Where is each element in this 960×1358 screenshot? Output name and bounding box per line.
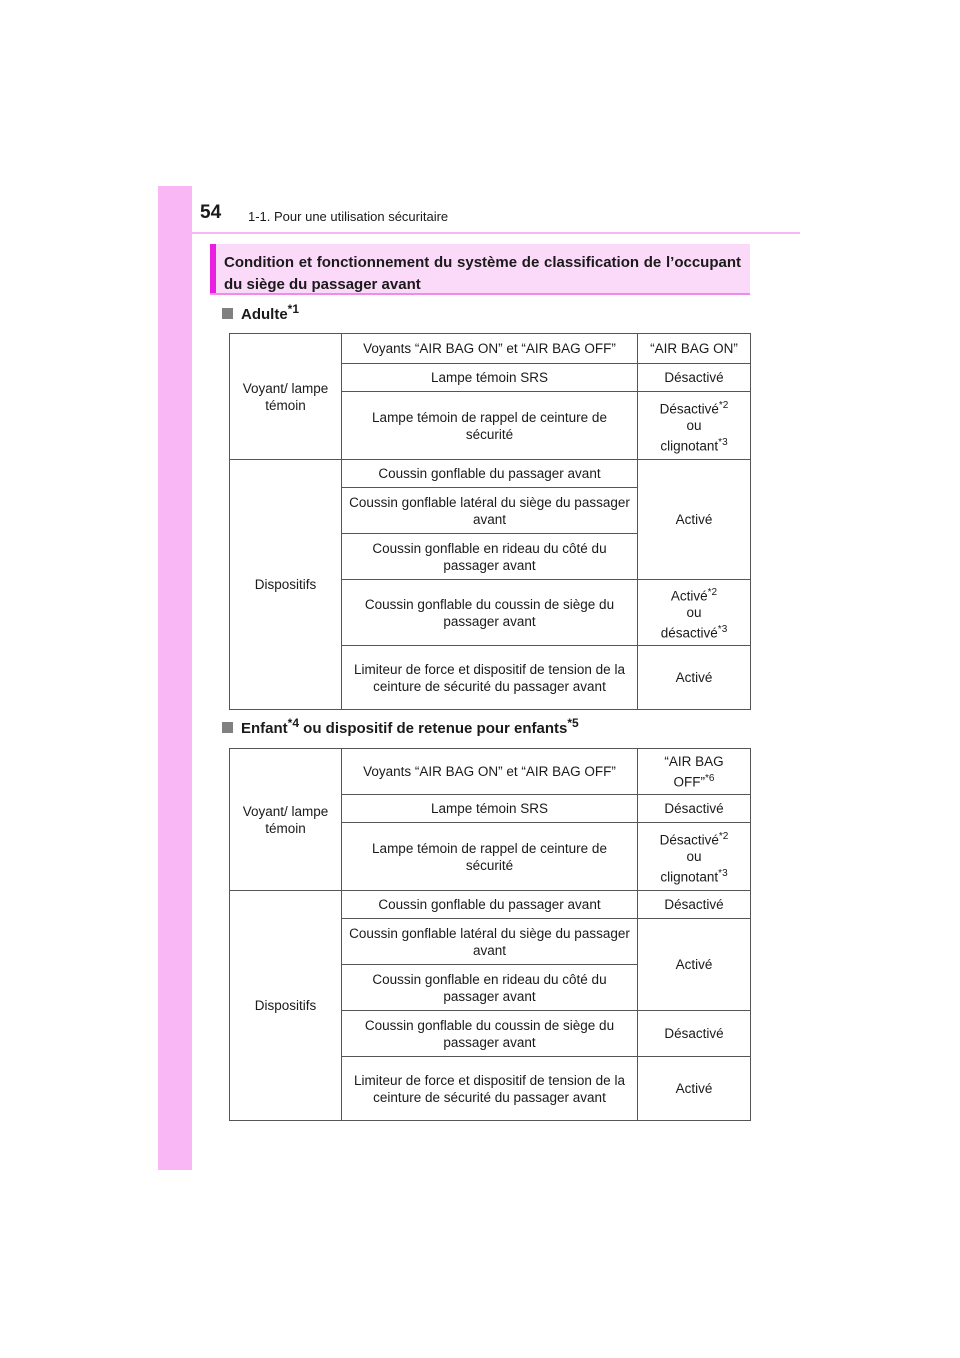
table-cell: Lampe témoin SRS	[342, 795, 638, 823]
table-cell	[638, 580, 751, 646]
table-cell	[638, 823, 751, 891]
footnote-ref: *4	[287, 716, 300, 730]
table-cell: Coussin gonflable du passager avant	[342, 891, 638, 919]
cell-text: ou	[686, 418, 702, 433]
table-cell: Coussin gonflable latéral du siège du passager avant	[342, 488, 638, 534]
table-cell: Coussin gonflable du passager avant	[342, 460, 638, 488]
footnote-ref: *5	[567, 716, 579, 730]
cell-text: ou	[686, 605, 702, 620]
voyant-cell: Voyant/ lampe témoin	[230, 749, 342, 891]
section-title: 1-1. Pour une utilisation sécuritaire	[248, 209, 449, 224]
footnote-ref: *6	[705, 772, 715, 784]
side-tab-bar	[158, 186, 192, 1170]
footnote-ref: *3	[718, 437, 728, 448]
dispositifs-cell: Dispositifs	[230, 460, 342, 710]
subhead-child-label: Enfant	[241, 720, 288, 737]
table-cell: Désactivé	[638, 364, 751, 392]
table-cell: Lampe témoin SRS	[342, 364, 638, 392]
child-table	[229, 748, 751, 1121]
heading-accent-bar	[210, 244, 216, 293]
page-number: 54	[200, 202, 222, 223]
table-cell	[638, 749, 751, 795]
table-row	[230, 460, 751, 488]
table-row	[230, 749, 751, 795]
table-cell: Coussin gonflable du coussin de siège du passager avant	[342, 1011, 638, 1057]
subhead-child-label-2: ou dispositif de retenue pour enfants	[299, 720, 568, 737]
section-heading: Condition et fonctionnement du système de classification de l’occupant du siège du passager avant	[224, 254, 741, 293]
footnote-ref: *2	[707, 586, 718, 598]
table-cell: Voyants “AIR BAG ON” et “AIR BAG OFF”	[342, 334, 638, 364]
voyant-cell	[230, 334, 342, 460]
cell-text: Désactivé	[659, 832, 719, 847]
table-cell: Coussin gonflable en rideau du côté du passager avant	[342, 965, 638, 1011]
table-cell: Désactivé	[638, 891, 751, 919]
table-row	[230, 891, 751, 919]
table-cell: Limiteur de force et dispositif de tension de la ceinture de sécurité du passager avant	[342, 1057, 638, 1121]
subhead-adult	[222, 302, 299, 323]
table-cell: Lampe témoin de rappel de ceinture de sécurité	[342, 823, 638, 891]
table-cell: Désactivé	[638, 795, 751, 823]
table-cell	[638, 392, 751, 460]
cell-text: Activé	[670, 588, 708, 603]
square-bullet-icon	[222, 308, 233, 319]
table-cell: Voyants “AIR BAG ON” et “AIR BAG OFF”	[342, 749, 638, 795]
table-cell: Coussin gonflable du coussin de siège du passager avant	[342, 580, 638, 646]
table-cell: Activé	[638, 1057, 751, 1121]
table-cell: Coussin gonflable en rideau du côté du passager avant	[342, 534, 638, 580]
subhead-adult-label: Adulte	[241, 306, 288, 323]
table-cell: Activé	[638, 460, 751, 580]
table-cell: Activé	[638, 646, 751, 710]
section-heading-box	[210, 244, 750, 295]
table-cell: Désactivé	[638, 1011, 751, 1057]
square-bullet-icon	[222, 722, 233, 733]
footnote-ref: *2	[718, 830, 729, 842]
cell-text: ou	[686, 849, 702, 864]
cell-text: clignotant	[660, 869, 719, 885]
cell-text: désactivé	[660, 625, 718, 641]
cell-text: Voyant/ lampe témoin	[242, 380, 329, 413]
table-cell: “AIR BAG ON”	[638, 334, 751, 364]
header-rule	[192, 232, 800, 234]
table-cell: Limiteur de force et dispositif de tension de la ceinture de sécurité du passager avant	[342, 646, 638, 710]
subhead-child	[222, 716, 579, 737]
table-row	[230, 334, 751, 364]
cell-text: “AIR BAG OFF”	[664, 753, 724, 790]
footnote-ref: *2	[718, 399, 729, 411]
table-cell: Activé	[638, 919, 751, 1011]
cell-text: clignotant	[660, 438, 719, 454]
footnote-ref: *1	[287, 302, 300, 316]
table-cell: Lampe témoin de rappel de ceinture de sécurité	[342, 392, 638, 460]
footnote-ref: *3	[717, 624, 728, 635]
table-cell: Coussin gonflable latéral du siège du passager avant	[342, 919, 638, 965]
dispositifs-cell: Dispositifs	[230, 891, 342, 1121]
adult-table	[229, 333, 751, 710]
footnote-ref: *3	[718, 868, 728, 879]
cell-text: Désactivé	[659, 401, 719, 416]
